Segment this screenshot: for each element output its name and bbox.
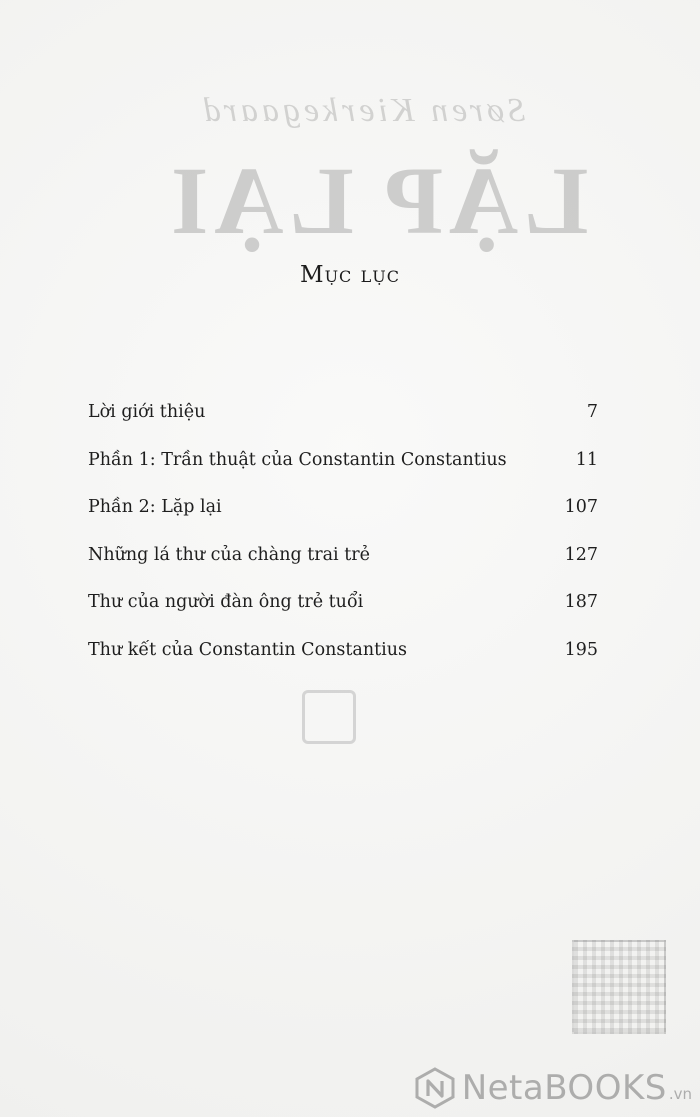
bleed-author: Søren Kierkegaard bbox=[200, 92, 526, 129]
toc-entry-page: 11 bbox=[575, 449, 598, 470]
toc-list bbox=[88, 402, 598, 688]
toc-entry bbox=[88, 450, 598, 498]
publisher-logo-icon bbox=[302, 690, 356, 744]
watermark bbox=[414, 1067, 692, 1109]
watermark-brand: NetaBOOKS bbox=[461, 1068, 667, 1108]
toc-entry-page: 187 bbox=[564, 592, 598, 613]
toc-entry bbox=[88, 497, 598, 545]
toc-entry bbox=[88, 545, 598, 593]
toc-entry-label: Thư của người đàn ông trẻ tuổi bbox=[88, 592, 364, 613]
toc-entry-page: 127 bbox=[564, 544, 598, 565]
bleed-title: LẶP LẠI bbox=[165, 147, 589, 254]
toc-entry-page: 107 bbox=[564, 497, 598, 518]
toc-entry bbox=[88, 640, 598, 688]
toc-entry-page: 195 bbox=[564, 639, 598, 660]
qr-code-icon bbox=[572, 940, 666, 1034]
toc-entry-page: 7 bbox=[586, 402, 598, 422]
watermark-suffix: .vn bbox=[668, 1085, 692, 1103]
toc-entry-label: Phần 1: Trần thuật của Constantin Constantius bbox=[88, 449, 507, 470]
toc-entry bbox=[88, 592, 598, 640]
toc-entry-label: Những lá thư của chàng trai trẻ bbox=[88, 544, 370, 565]
toc-entry-label: Phần 2: Lặp lại bbox=[88, 497, 222, 518]
toc-entry bbox=[88, 402, 598, 450]
toc-title: Mục lục bbox=[300, 262, 400, 288]
toc-entry-label: Thư kết của Constantin Constantius bbox=[88, 639, 407, 660]
netabooks-logo-icon bbox=[414, 1067, 456, 1109]
toc-entry-label: Lời giới thiệu bbox=[88, 402, 206, 422]
